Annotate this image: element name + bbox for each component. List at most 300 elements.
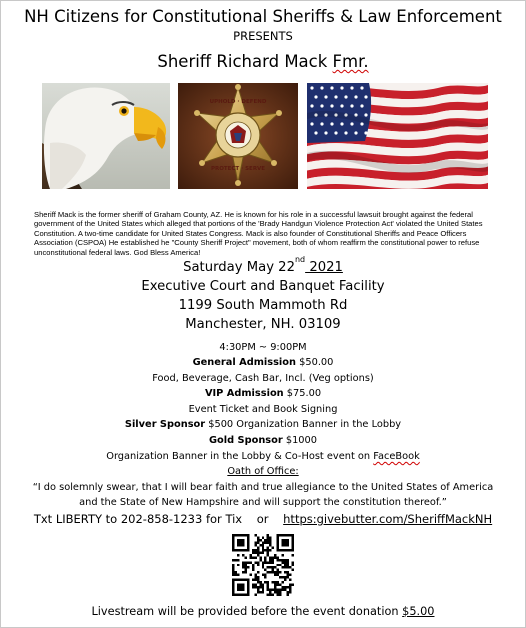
qr-module: [252, 549, 254, 551]
flag-star: [344, 131, 347, 134]
qr-module: [277, 546, 279, 548]
qr-module: [277, 589, 279, 591]
qr-module: [232, 591, 234, 593]
qr-module: [277, 549, 279, 551]
qr-module: [289, 584, 291, 586]
qr-module: [242, 584, 244, 586]
qr-module: [274, 584, 276, 586]
event-venue: Executive Court and Banquet Facility: [141, 279, 385, 294]
qr-module: [264, 539, 266, 541]
qr-module: [279, 534, 281, 536]
qr-module: [234, 571, 236, 573]
qr-module: [292, 564, 294, 566]
general-admission: [1, 356, 525, 369]
qr-module: [252, 586, 254, 588]
qr-module: [267, 546, 269, 548]
qr-module: [254, 574, 256, 576]
qr-module: [264, 549, 266, 551]
general-admission-label: General Admission: [192, 357, 296, 368]
gold-sponsor-label: Gold Sponsor: [208, 435, 283, 446]
qr-module: [247, 546, 249, 548]
qr-module: [257, 554, 259, 556]
qr-module: [254, 584, 256, 586]
qr-module: [239, 594, 241, 596]
qr-module: [279, 584, 281, 586]
oath-heading-text: Oath of Office:: [227, 466, 299, 477]
qr-module: [274, 554, 276, 556]
qr-module: [282, 541, 284, 543]
qr-module: [257, 581, 259, 583]
flag-star: [324, 95, 327, 98]
qr-module: [257, 591, 259, 593]
qr-module: [254, 549, 256, 551]
qr-module: [292, 569, 294, 571]
qr-module: [232, 536, 234, 538]
qr-module: [284, 579, 286, 581]
qr-module: [292, 584, 294, 586]
qr-module: [267, 584, 269, 586]
qr-module: [292, 561, 294, 563]
qr-module: [267, 594, 269, 596]
vip-admission-label: VIP Admission: [204, 388, 284, 399]
qr-module: [259, 581, 261, 583]
qr-module: [269, 559, 271, 561]
qr-module: [269, 539, 271, 541]
qr-module: [252, 584, 254, 586]
qr-module: [237, 574, 239, 576]
qr-module: [244, 594, 246, 596]
flag-star: [364, 95, 367, 98]
qr-module: [287, 591, 289, 593]
event-city: Manchester, NH. 03109: [185, 317, 341, 332]
qr-module: [284, 571, 286, 573]
qr-module: [292, 534, 294, 536]
qr-module: [279, 549, 281, 551]
qr-module: [284, 586, 286, 588]
qr-module: [289, 566, 291, 568]
flag-star: [310, 86, 313, 89]
qr-module: [254, 579, 256, 581]
qr-module: [232, 574, 234, 576]
qr-module: [274, 574, 276, 576]
flag-star: [344, 95, 347, 98]
qr-module: [269, 594, 271, 596]
qr-module: [282, 589, 284, 591]
qr-module: [277, 564, 279, 566]
qr-module: [262, 536, 264, 538]
qr-module: [272, 589, 274, 591]
oath-line-2: and the State of New Hampshire and will support the constitution thereof.”: [79, 497, 447, 508]
qr-module: [242, 539, 244, 541]
qr-module: [259, 551, 261, 553]
qr-module: [247, 536, 249, 538]
qr-module: [282, 581, 284, 583]
qr-module: [284, 576, 286, 578]
flag-star: [314, 95, 317, 98]
qr-module: [242, 594, 244, 596]
qr-module: [279, 571, 281, 573]
qr-module: [272, 569, 274, 571]
qr-module: [242, 554, 244, 556]
qr-module: [277, 591, 279, 593]
qr-module: [287, 574, 289, 576]
qr-module: [272, 581, 274, 583]
qr-module: [239, 589, 241, 591]
qr-module: [254, 594, 256, 596]
qr-module: [232, 541, 234, 543]
qr-module: [292, 541, 294, 543]
qr-module: [257, 539, 259, 541]
american-flag-photo: [307, 83, 488, 189]
qr-module: [287, 539, 289, 541]
qr-module: [232, 566, 234, 568]
qr-module: [287, 564, 289, 566]
qr-module: [287, 594, 289, 596]
qr-module: [247, 589, 249, 591]
qr-module: [277, 574, 279, 576]
qr-module: [249, 561, 251, 563]
oath-line-1: “I do solemnly swear, that I will bear faith and true allegiance to the United States of America: [32, 482, 494, 493]
qr-module: [292, 546, 294, 548]
qr-module: [287, 541, 289, 543]
presents-label: PRESENTS: [233, 29, 293, 43]
qr-module: [264, 559, 266, 561]
qr-module: [274, 556, 276, 558]
qr-module: [232, 594, 234, 596]
qr-module: [277, 569, 279, 571]
qr-module: [257, 541, 259, 543]
qr-module: [247, 539, 249, 541]
gold-sponsor-price: $1000: [282, 435, 317, 446]
qr-module: [232, 534, 234, 536]
qr-module: [232, 539, 234, 541]
qr-module: [254, 556, 256, 558]
qr-module: [284, 561, 286, 563]
qr-module: [262, 546, 264, 548]
qr-module: [242, 564, 244, 566]
qr-module: [257, 589, 259, 591]
flag-star: [314, 131, 317, 134]
qr-module: [287, 549, 289, 551]
qr-module: [254, 551, 256, 553]
qr-module: [237, 549, 239, 551]
qr-module: [257, 564, 259, 566]
qr-module: [274, 581, 276, 583]
flag-star: [334, 95, 337, 98]
qr-module: [262, 561, 264, 563]
flag-star: [364, 113, 367, 116]
qr-module: [267, 561, 269, 563]
qr-module: [267, 566, 269, 568]
qr-module: [269, 541, 271, 543]
qr-module: [254, 544, 256, 546]
qr-module: [282, 539, 284, 541]
flag-star: [350, 122, 353, 125]
qr-module: [239, 544, 241, 546]
qr-module: [279, 589, 281, 591]
qr-module: [274, 591, 276, 593]
qr-module: [267, 536, 269, 538]
qr-module: [237, 579, 239, 581]
qr-module: [234, 549, 236, 551]
qr-code[interactable]: [232, 534, 294, 596]
qr-module: [277, 556, 279, 558]
qr-module: [239, 549, 241, 551]
qr-module: [267, 586, 269, 588]
qr-module: [232, 546, 234, 548]
qr-module: [237, 594, 239, 596]
qr-module: [284, 534, 286, 536]
qr-module: [292, 549, 294, 551]
qr-module: [237, 554, 239, 556]
silver-sponsor-label: Silver Sponsor: [124, 419, 206, 430]
qr-module: [237, 544, 239, 546]
qr-module: [284, 544, 286, 546]
qr-module: [269, 544, 271, 546]
qr-module: [277, 584, 279, 586]
qr-module: [247, 534, 249, 536]
qr-module: [247, 591, 249, 593]
qr-module: [287, 571, 289, 573]
qr-module: [247, 584, 249, 586]
qr-module: [272, 559, 274, 561]
qr-module: [267, 581, 269, 583]
eagle-image: [42, 83, 170, 189]
qr-module: [269, 556, 271, 558]
qr-module: [264, 569, 266, 571]
qr-module: [247, 549, 249, 551]
qr-module: [232, 589, 234, 591]
qr-module: [252, 569, 254, 571]
qr-module: [292, 536, 294, 538]
qr-module: [252, 556, 254, 558]
qr-module: [254, 534, 256, 536]
vip-admission: [1, 387, 525, 400]
qr-module: [239, 534, 241, 536]
qr-module: [234, 594, 236, 596]
qr-module: [267, 541, 269, 543]
qr-module: [272, 546, 274, 548]
qr-module: [242, 561, 244, 563]
qr-module: [277, 594, 279, 596]
qr-module: [247, 544, 249, 546]
qr-module: [282, 554, 284, 556]
sheriff-biography: Sheriff Mack is the former sheriff of Graham County, AZ. He is known for his role in a successful lawsuit brought against the federal government of the United States which alleged that portions of the 'Brady Handgun Violence Protection Act' violated the United States Constitution. A two-time candidate for United States Congress. Mack is also founder of Constitutional Sheriffs and Peace Officers Association (CSPOA) He established he "County Sheriff Project" movement, both of whom reaffirm the constitutional power to refuse unconstitutional federal laws. God Bless America!: [34, 210, 483, 257]
qr-module: [292, 539, 294, 541]
qr-module: [272, 594, 274, 596]
qr-module: [289, 579, 291, 581]
event-time: 4:30PM ~ 9:00PM: [219, 342, 307, 353]
qr-module: [264, 541, 266, 543]
qr-module: [289, 574, 291, 576]
facebook-link[interactable]: FaceBook: [373, 451, 420, 462]
qr-module: [254, 576, 256, 578]
qr-module: [242, 534, 244, 536]
qr-module: [237, 589, 239, 591]
qr-module: [232, 579, 234, 581]
qr-module: [234, 559, 236, 561]
flag-star: [330, 122, 333, 125]
qr-module: [242, 571, 244, 573]
flag-star: [350, 104, 353, 107]
general-admission-price: $50.00: [296, 357, 334, 368]
qr-module: [264, 561, 266, 563]
qr-module: [237, 559, 239, 561]
qr-module: [292, 544, 294, 546]
qr-module: [247, 579, 249, 581]
qr-module: [284, 564, 286, 566]
qr-module: [232, 586, 234, 588]
qr-module: [257, 561, 259, 563]
qr-module: [247, 561, 249, 563]
qr-module: [289, 591, 291, 593]
gold-sponsor-desc-main: Organization Banner in the Lobby & Co-Host event on: [106, 451, 374, 462]
givebutter-link[interactable]: [283, 512, 492, 526]
flag-star: [340, 104, 343, 107]
qr-module: [267, 534, 269, 536]
flag-star: [320, 86, 323, 89]
qr-module: [257, 549, 259, 551]
qr-module: [272, 571, 274, 573]
qr-module: [249, 574, 251, 576]
qr-module: [269, 571, 271, 573]
general-admission-desc: Food, Beverage, Cash Bar, Incl. (Veg options): [152, 373, 374, 384]
qr-module: [274, 586, 276, 588]
qr-module: [272, 556, 274, 558]
sheriff-badge-photo: [178, 83, 298, 189]
qr-module: [242, 579, 244, 581]
qr-module: [262, 541, 264, 543]
qr-module: [279, 559, 281, 561]
qr-module: [277, 534, 279, 536]
qr-module: [259, 539, 261, 541]
event-street: 1199 South Mammoth Rd: [178, 298, 348, 313]
sheriff-badge-image: [178, 83, 298, 189]
flag-star: [340, 122, 343, 125]
qr-module: [252, 566, 254, 568]
qr-module: [242, 586, 244, 588]
qr-module: [282, 544, 284, 546]
qr-module: [244, 569, 246, 571]
event-date-year: 2021: [305, 260, 343, 275]
qr-module: [269, 536, 271, 538]
qr-module: [252, 564, 254, 566]
qr-module: [274, 589, 276, 591]
qr-module: [262, 564, 264, 566]
ticket-contact-or: or: [256, 512, 269, 526]
qr-module: [289, 549, 291, 551]
qr-module: [234, 574, 236, 576]
qr-module: [239, 584, 241, 586]
qr-module: [287, 534, 289, 536]
qr-module: [259, 556, 261, 558]
qr-module: [249, 554, 251, 556]
silver-sponsor: [1, 418, 525, 431]
qr-module: [269, 566, 271, 568]
qr-module: [232, 584, 234, 586]
qr-module: [259, 559, 261, 561]
qr-module: [267, 554, 269, 556]
qr-module: [239, 586, 241, 588]
qr-module: [267, 589, 269, 591]
flag-star: [324, 131, 327, 134]
qr-module: [279, 564, 281, 566]
qr-module: [239, 579, 241, 581]
badge-text-top: UPHOLD · DEFEND: [209, 99, 267, 105]
qr-module: [284, 559, 286, 561]
flag-star: [320, 104, 323, 107]
qr-module: [262, 574, 264, 576]
qr-module: [267, 539, 269, 541]
qr-module: [254, 541, 256, 543]
qr-module: [237, 564, 239, 566]
qr-module: [289, 589, 291, 591]
qr-module: [257, 546, 259, 548]
qr-module: [244, 549, 246, 551]
qr-module: [279, 591, 281, 593]
qr-module: [272, 566, 274, 568]
qr-module: [284, 539, 286, 541]
vip-admission-price: $75.00: [283, 388, 322, 399]
silver-sponsor-desc: $500 Organization Banner in the Lobby: [205, 419, 402, 430]
qr-module: [284, 541, 286, 543]
qr-module: [274, 566, 276, 568]
badge-text-bottom: PROTECT · SERVE: [210, 166, 266, 172]
qr-module: [254, 586, 256, 588]
qr-module: [289, 586, 291, 588]
qr-module: [284, 589, 286, 591]
qr-module: [262, 549, 264, 551]
qr-module: [242, 566, 244, 568]
qr-module: [267, 549, 269, 551]
qr-module: [237, 584, 239, 586]
sheriff-name-main: Sheriff Richard Mack: [157, 52, 333, 71]
qr-module: [262, 591, 264, 593]
flag-star: [354, 95, 357, 98]
qr-module: [292, 554, 294, 556]
event-date-day: Saturday May 22: [183, 260, 295, 275]
qr-module: [282, 549, 284, 551]
qr-module: [262, 589, 264, 591]
qr-module: [239, 539, 241, 541]
qr-module: [232, 544, 234, 546]
flag-star: [310, 104, 313, 107]
qr-module: [232, 564, 234, 566]
qr-module: [257, 551, 259, 553]
qr-module: [282, 586, 284, 588]
gold-sponsor-desc: [1, 450, 525, 463]
qr-module: [259, 586, 261, 588]
qr-module: [234, 534, 236, 536]
qr-module: [279, 576, 281, 578]
flag-star: [350, 86, 353, 89]
qr-module: [244, 534, 246, 536]
sheriff-name: [1, 52, 525, 72]
qr-module: [242, 549, 244, 551]
qr-module: [259, 584, 261, 586]
qr-module: [257, 536, 259, 538]
qr-module: [252, 579, 254, 581]
flag-star: [310, 122, 313, 125]
qr-module: [237, 534, 239, 536]
livestream-note: [1, 604, 525, 619]
qr-module: [262, 544, 264, 546]
livestream-price: $5.00: [402, 605, 435, 618]
qr-module: [269, 549, 271, 551]
qr-module: [287, 586, 289, 588]
qr-module: [244, 556, 246, 558]
flag-star: [330, 86, 333, 89]
